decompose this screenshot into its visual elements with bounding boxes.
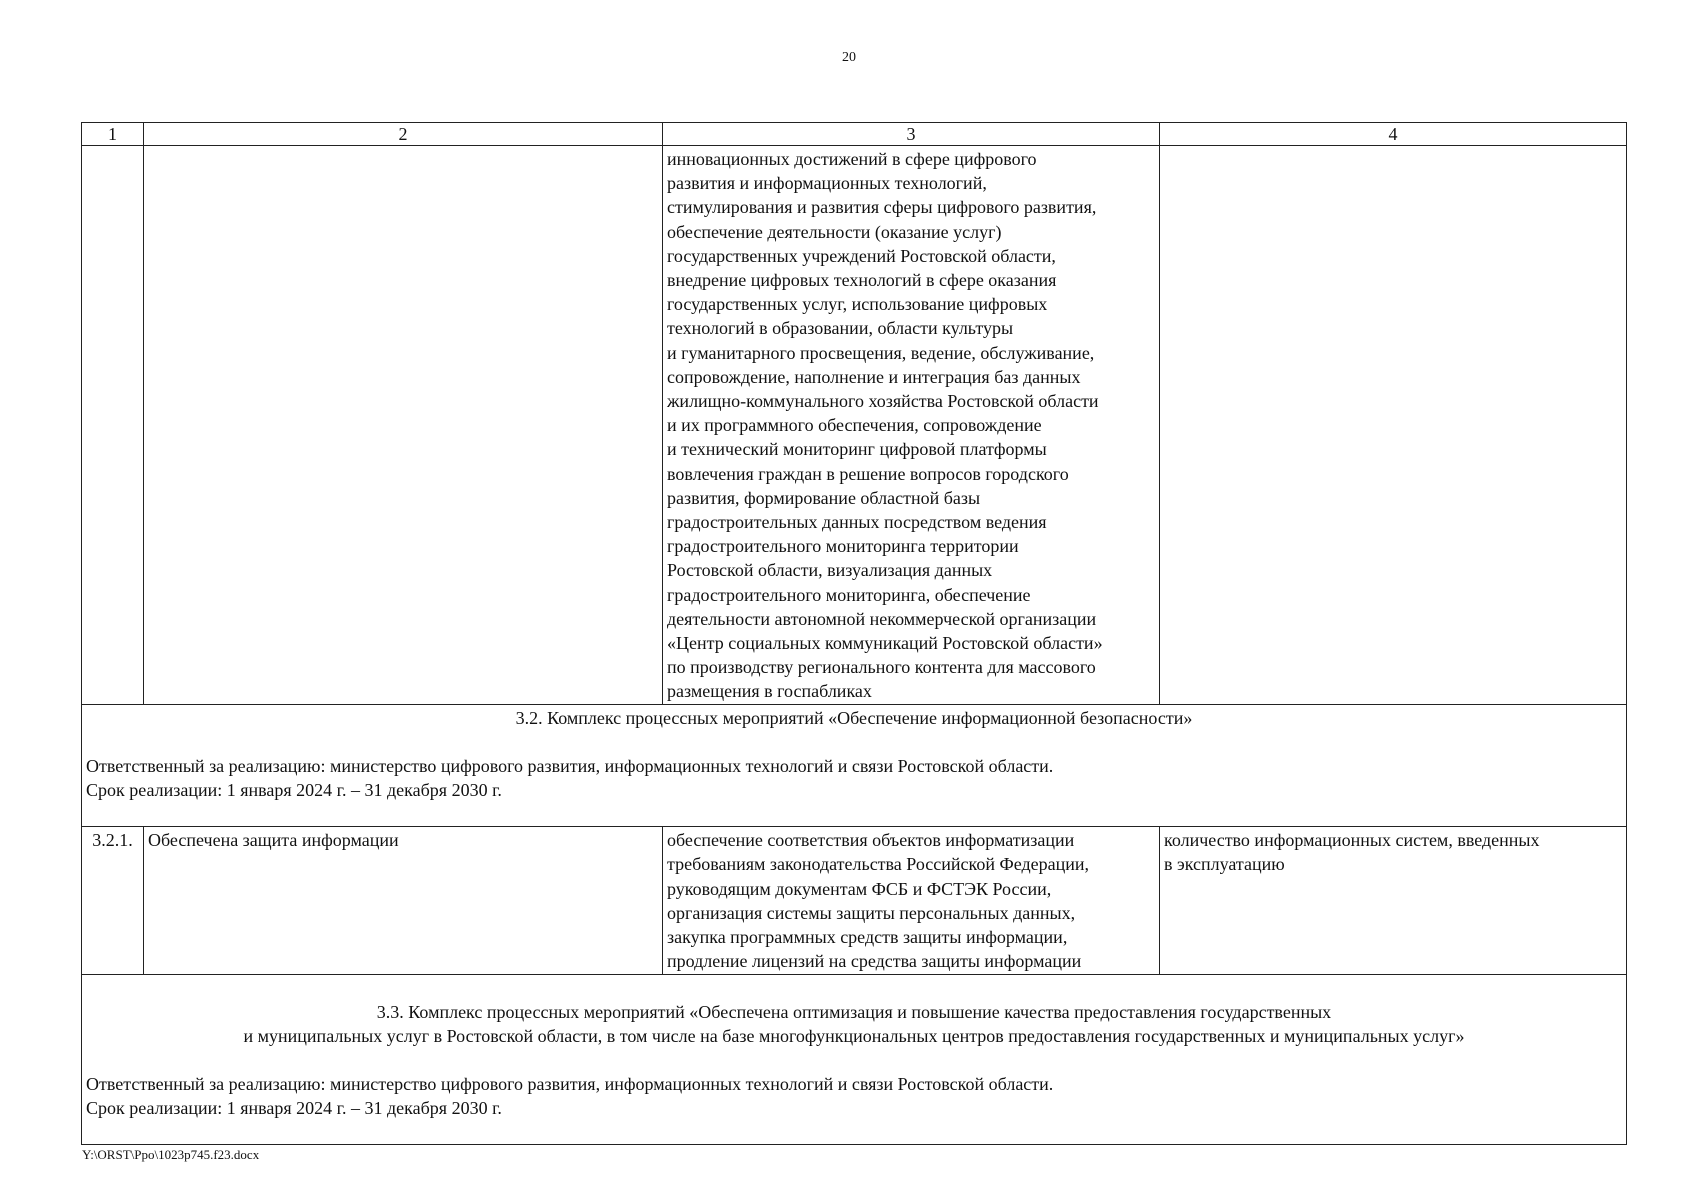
description-line: Ростовской области, визуализация данных [667,560,993,581]
section-spacer [86,802,1622,826]
description-line: продление лицензий на средства защиты информации [667,951,1082,972]
description-line: и их программного обеспечения, сопровождение [667,415,1042,436]
description-line: обеспечение деятельности (оказание услуг) [667,221,1002,242]
section-3-3-cell [82,974,1627,1145]
description-line: деятельности автономной некоммерческой организации [667,608,1097,629]
row-task: Обеспечена защита информации [144,827,663,974]
description-line: жилищно-коммунального хозяйства Ростовской области [667,391,1099,412]
row-indicator [1160,827,1627,974]
description-line: государственных учреждений Ростовской области, [667,245,1056,266]
description-line: градостроительных данных посредством ведения [667,512,1047,533]
section-spacer [86,1048,1622,1072]
table-header-row [82,123,1627,146]
indicator-line: в эксплуатацию [1164,854,1285,875]
description-line: внедрение цифровых технологий в сфере оказания [667,270,1057,291]
continuation-description-cell [663,146,1160,705]
description-line: государственных услуг, использование цифровых [667,294,1048,315]
description-line: требованиям законодательства Российской Федерации, [667,854,1090,875]
row-number: 3.2.1. [82,827,144,974]
description-line: и технический мониторинг цифровой платформы [667,439,1047,460]
description-line: вовлечения граждан в решение вопросов городского [667,463,1069,484]
description-line: сопровождение, наполнение и интеграция баз данных [667,366,1081,387]
section-spacer [86,976,1622,1000]
description-line: и гуманитарного просвещения, ведение, обслуживание, [667,342,1095,363]
section-3-2-row [82,704,1627,827]
continuation-task-cell [144,146,663,705]
description-line: инновационных достижений в сфере цифрового [667,149,1037,169]
description-line: закупка программных средств защиты информации, [667,927,1068,948]
section-3-3-title-line-2: и муниципальных услуг в Ростовской области, в том числе на базе многофункциональных центров предоставления государственных и муниципальных услуг» [243,1025,1465,1046]
description-line: развития, формирование областной базы [667,487,981,508]
header-col-3: 3 [663,123,1160,146]
description-line: стимулирования и развития сферы цифрового развития, [667,197,1097,218]
description-line: организация системы защиты персональных данных, [667,902,1076,923]
table-row-3-2-1 [82,827,1627,974]
section-3-2-term: Срок реализации: 1 января 2024 г. – 31 декабря 2030 г. [86,780,502,801]
footer-file-path: Y:\ORST\Ppo\1023p745.f23.docx [82,1147,260,1162]
header-col-1: 1 [82,123,144,146]
document-table [81,122,1627,1145]
description-line: «Центр социальных коммуникаций Ростовской области» [667,633,1103,654]
description-line: размещения в госпабликах [667,681,872,702]
section-3-3-responsible: Ответственный за реализацию: министерство цифрового развития, информационных технологий и связи Ростовской области. [86,1073,1054,1094]
section-3-3-term: Срок реализации: 1 января 2024 г. – 31 декабря 2030 г. [86,1098,502,1119]
continuation-number-cell [82,146,144,705]
continuation-indicator-cell [1160,146,1627,705]
section-3-2-title: 3.2. Комплекс процессных мероприятий «Обеспечение информационной безопасности» [515,707,1193,728]
section-3-3-row [82,974,1627,1145]
description-line: градостроительного мониторинга территории [667,536,1019,557]
section-3-2-responsible: Ответственный за реализацию: министерство цифрового развития, информационных технологий и связи Ростовской области. [86,755,1054,776]
description-line: руководящим документам ФСБ и ФСТЭК России, [667,878,1052,899]
page-number: 20 [842,50,856,65]
section-3-3-title-line-1: 3.3. Комплекс процессных мероприятий «Обеспечена оптимизация и повышение качества предоставления государственных [376,1001,1332,1022]
section-spacer [86,730,1622,754]
description-line: по производству регионального контента для массового [667,657,1096,678]
section-3-2-cell [82,704,1627,827]
table-row-continuation [82,146,1627,705]
description-line: технологий в образовании, области культуры [667,318,1014,339]
header-col-4: 4 [1160,123,1627,146]
description-line: обеспечение соответствия объектов информатизации [667,830,1075,851]
description-line: градостроительного мониторинга, обеспечение [667,584,1031,605]
row-description [663,827,1160,974]
section-spacer [86,1120,1622,1144]
description-line: развития и информационных технологий, [667,173,987,194]
header-col-2: 2 [144,123,663,146]
indicator-line: количество информационных систем, введенных [1164,830,1540,851]
